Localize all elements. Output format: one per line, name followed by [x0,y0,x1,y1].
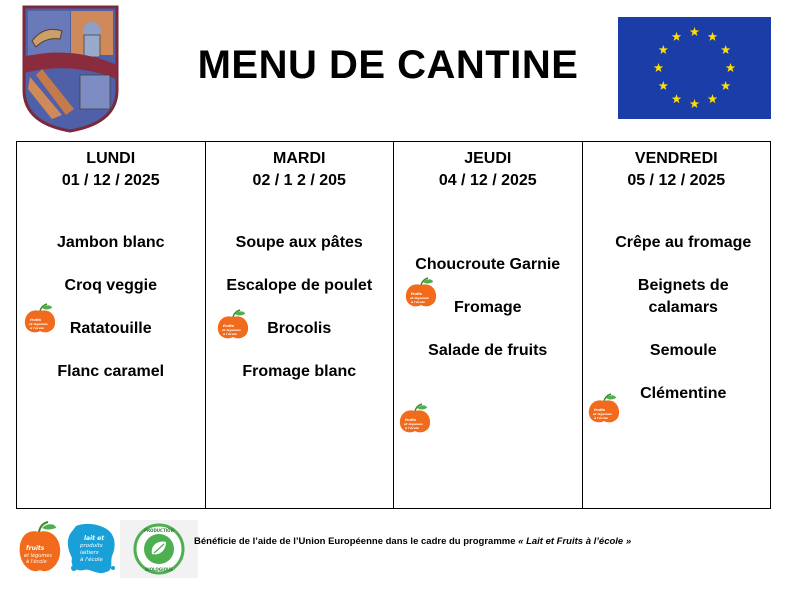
svg-text:et légumes: et légumes [410,296,429,300]
dish-item: Flanc caramel [57,363,165,380]
day-column-mardi [206,142,395,508]
dish-item: Jambon blanc [56,234,165,251]
dish-item: Clémentine [640,384,727,402]
day-date: 05 / 12 / 2025 [627,172,726,189]
dish-item: Crêpe au fromage [615,234,752,251]
svg-text:fruits: fruits [593,408,605,412]
dish-list [398,254,578,383]
dish-item: Choucroute Garnie [415,256,561,273]
svg-text:à l'école: à l'école [30,326,44,330]
eu-funding-notice [194,536,754,547]
svg-text:fruits: fruits [26,545,45,552]
dish-item: Fromage blanc [242,363,357,380]
svg-text:et légumes: et légumes [221,328,241,332]
svg-text:fruits: fruits [30,318,41,322]
dish-item: Ratatouille [69,320,152,337]
day-name: LUNDI [86,150,136,167]
dish-item: Semoule [649,341,717,359]
svg-text:PRODUCTION: PRODUCTION [144,528,174,533]
agriculture-biologique-logo [120,520,198,578]
fruits-legumes-ecole-icon [587,392,621,424]
dish-item: Beignets de calamars [637,277,729,316]
day-date: 01 / 12 / 2025 [61,172,160,189]
dish-item: Brocolis [267,320,332,337]
svg-text:à l'école: à l'école [80,557,103,563]
day-name: JEUDI [464,150,512,167]
day-column-lundi [17,142,206,508]
svg-text:et légumes: et légumes [592,412,612,416]
svg-text:à l'école: à l'école [411,300,425,304]
eu-funding-text: Bénéficie de l’aide de l’Union Européenne dans le cadre du programme [194,536,516,547]
fruits-legumes-ecole-icon [216,308,250,340]
svg-text:et légumes: et légumes [404,422,423,426]
svg-text:fruits: fruits [222,324,234,328]
svg-text:à l'école: à l'école [222,332,237,336]
dish-list [605,232,763,426]
page-title: MENU DE CANTINE [197,43,579,87]
svg-text:produits: produits [80,543,103,549]
fruits-legumes-ecole-icon [404,276,438,308]
menu-table [16,141,771,509]
day-header [206,148,394,192]
fruits-legumes-ecole-icon [23,302,57,334]
fruits-legumes-ecole-logo [16,520,62,574]
svg-text:laitiers: laitiers [80,550,99,556]
dish-item: Salade de fruits [428,342,548,359]
town-crest-logo [22,5,119,133]
program-name: « Lait et Fruits à l’école » [518,536,632,547]
day-header [394,148,582,192]
day-header [17,148,205,192]
svg-text:à l'école: à l'école [26,559,47,565]
day-header [583,148,771,192]
svg-text:à l'école: à l'école [593,416,608,420]
dish-item: Escalope de poulet [226,277,373,294]
day-date: 04 / 12 / 2025 [438,172,537,189]
svg-text:à l'école: à l'école [405,426,419,430]
day-column-vendredi [583,142,771,508]
dish-item: Fromage [453,299,522,316]
fruits-legumes-ecole-icon [398,402,432,434]
lait-produits-laitiers-logo [66,520,118,576]
day-date: 02 / 1 2 / 205 [252,172,346,189]
svg-text:fruits: fruits [405,418,416,422]
svg-text:fruits: fruits [411,292,422,296]
dish-item: Croq veggie [64,277,157,294]
svg-text:et légumes: et légumes [24,553,52,559]
dish-item: Soupe aux pâtes [235,234,363,251]
eu-flag-icon [618,17,771,119]
day-name: VENDREDI [634,150,718,167]
day-column-jeudi [394,142,583,508]
svg-text:BIOLOGIQUE: BIOLOGIQUE [145,567,173,572]
day-name: MARDI [273,150,326,167]
svg-text:lait et: lait et [84,535,105,542]
svg-text:et légumes: et légumes [29,322,48,326]
